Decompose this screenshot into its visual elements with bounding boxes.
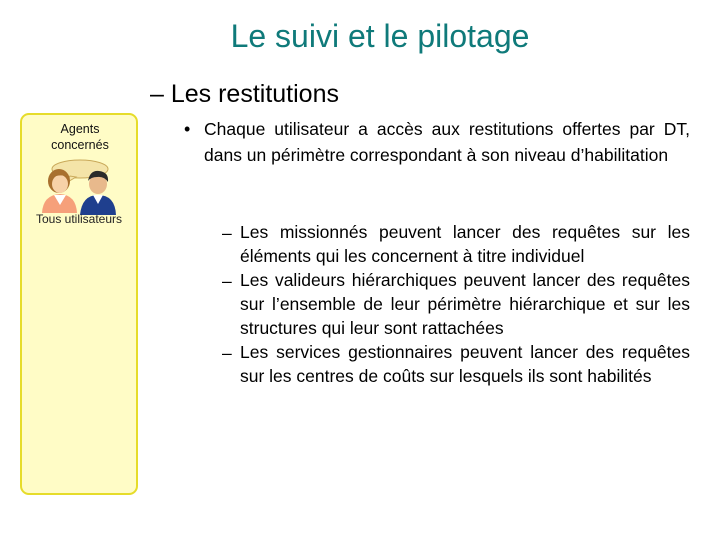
main-bullet-text: Chaque utilisateur a accès aux restitutions offertes par DT, dans un périmètre correspondant à son niveau d’habilitation: [204, 119, 690, 165]
sub-bullet-item: [222, 220, 690, 268]
slide-subtitle: – Les restitutions: [150, 80, 339, 108]
sub-bullet-item: [222, 268, 690, 340]
agents-concernes-label: Agents concernés: [51, 122, 109, 152]
dash-marker: –: [222, 343, 232, 363]
main-bullet: [184, 116, 690, 168]
tous-utilisateurs-label: Tous utilisateurs: [35, 212, 123, 226]
dash-marker: –: [222, 271, 232, 291]
dash-marker: –: [222, 223, 232, 243]
two-users-icon: [36, 157, 126, 217]
sub-bullet-text: Les services gestionnaires peuvent lancer des requêtes sur les centres de coûts sur lesquels ils sont habilités: [240, 342, 690, 386]
sub-bullet-text: Les missionnés peuvent lancer des requêtes sur les éléments qui les concernent à titre individuel: [240, 222, 690, 266]
sub-bullet-list: [222, 220, 690, 388]
slide-title: Le suivi et le pilotage: [230, 18, 530, 54]
sub-bullet-text: Les valideurs hiérarchiques peuvent lancer des requêtes sur l’ensemble de leur périmètre hiérarchique et sur les structures qui leur sont rattachées: [240, 270, 690, 338]
bullet-marker: •: [184, 119, 191, 139]
sub-bullet-item: [222, 340, 690, 388]
